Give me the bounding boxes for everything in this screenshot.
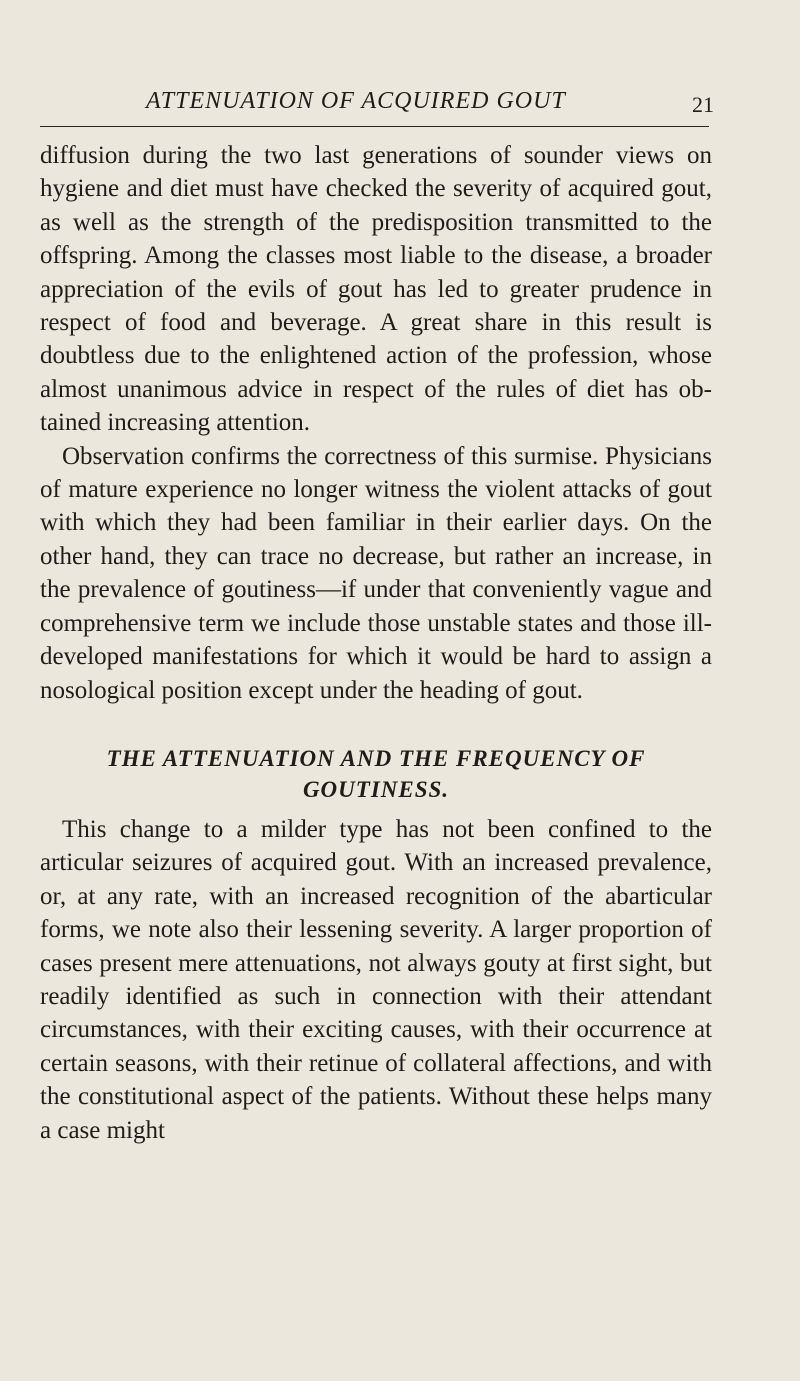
page-number: 21 bbox=[692, 92, 714, 117]
body-text bbox=[40, 139, 712, 1147]
running-head bbox=[0, 88, 800, 122]
section-heading: THE ATTENUATION AND THE FREQUENCY OF GOUTINESS. bbox=[106, 745, 646, 802]
paragraph-3: This change to a milder type has not been confined to the articular seizures of acquired gout. With an increased prevalence, or, at any rate, with an increased recognition of the abarticular forms, we note also their lessening severity. A larger proportion of cases present mere attenuations, not always gouty at first sight, but readily identified as such in connection with their attendant circumstances, with their exciting causes, with their occurrence at certain seasons, with their retinue of collateral affections, and with the constitutional aspect of the patients. Without these helps many a case might bbox=[40, 815, 712, 1144]
paragraph-1: diffusion during the two last generations of sounder views on hygiene and diet must have checked the severity of acquired gout, as well as the strength of the predisposition transmitted to the offspring. Among the classes most liable to the disease, a broader appreciation of the evils of gout has led to greater prudence in respect of food and beverage. A great share in this result is doubtless due to the enlightened action of the profession, whose almost unanimous advice in respect of the rules of diet has obtained increasing attention. bbox=[40, 142, 712, 437]
running-title: ATTENUATION OF ACQUIRED GOUT bbox=[146, 88, 566, 114]
paragraph-2: Observation confirms the correctness of this surmise. Physicians of mature experience no longer witness the violent attacks of gout with which they had been familiar in their earlier days. On the other hand, they can trace no decrease, but rather an increase, in the prevalence of goutiness—if under that conveniently vague and comprehensive term we include those unstable states and those ill-developed manifestations for which it would be hard to assign a nosological position except under the heading of gout. bbox=[40, 442, 712, 704]
header-rule bbox=[40, 126, 709, 127]
